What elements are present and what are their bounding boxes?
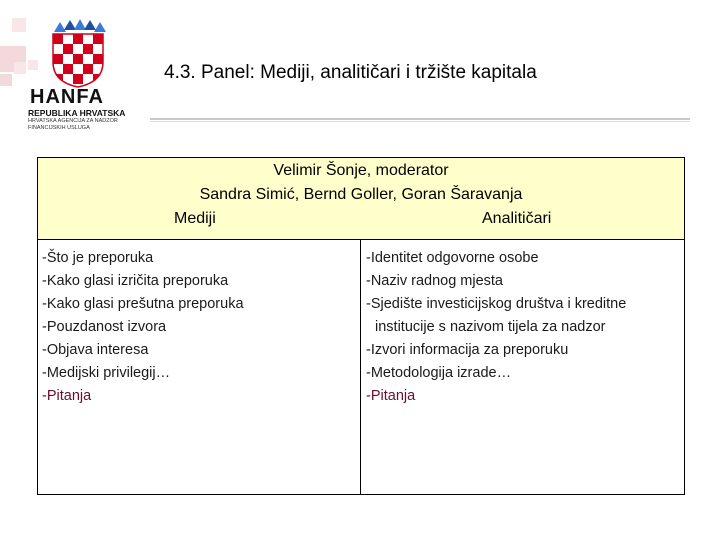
column-title-mediji: Mediji xyxy=(174,210,216,227)
analiticari-list xyxy=(366,247,626,408)
logo-agency-line: HRVATSKA AGENCIJA ZA NADZOR xyxy=(28,118,118,124)
panel-table xyxy=(37,157,685,495)
list-item: -Kako glasi izričita preporuka xyxy=(42,273,229,289)
list-item-questions: -Pitanja xyxy=(366,388,416,404)
mediji-list xyxy=(42,247,244,408)
moderator-line: Velimir Šonje, moderator xyxy=(273,162,449,179)
column-divider xyxy=(360,240,361,494)
list-item: -Identitet odgovorne osobe xyxy=(366,250,539,266)
list-item: -Što je preporuka xyxy=(42,250,154,266)
page-title: 4.3. Panel: Mediji, analitičari i tržište kapitala xyxy=(164,62,537,83)
list-item: -Pouzdanost izvora xyxy=(42,319,167,335)
column-title-analiticari: Analitičari xyxy=(482,210,552,227)
decor-square xyxy=(14,62,26,74)
hanfa-logo xyxy=(28,10,128,130)
list-item: -Sjedište investicijskog društva i kreditne xyxy=(366,296,627,312)
list-item-questions: -Pitanja xyxy=(42,388,92,404)
panel-header xyxy=(38,158,684,240)
list-item: -Kako glasi prešutna preporuka xyxy=(42,296,244,312)
list-item: -Objava interesa xyxy=(42,342,149,358)
logo-wordmark: HANFA xyxy=(30,86,104,108)
croatian-shield-icon xyxy=(50,18,106,88)
logo-country: REPUBLIKA HRVATSKA xyxy=(28,108,126,118)
list-item: -Metodologija izrade… xyxy=(366,365,512,381)
list-item: -Naziv radnog mjesta xyxy=(366,273,503,289)
decor-square xyxy=(0,74,12,86)
title-rule xyxy=(150,118,690,120)
list-item-continuation: institucije s nazivom tijela za nadzor xyxy=(375,319,606,335)
list-item: -Medijski privilegij… xyxy=(42,365,171,381)
panelists-line: Sandra Simić, Bernd Goller, Goran Šaravanja xyxy=(199,186,523,203)
logo-agency-line: FINANCIJSKIH USLUGA xyxy=(28,125,90,131)
decor-square xyxy=(12,18,26,32)
title-rule xyxy=(150,121,690,122)
list-item: -Izvori informacija za preporuku xyxy=(366,342,569,358)
